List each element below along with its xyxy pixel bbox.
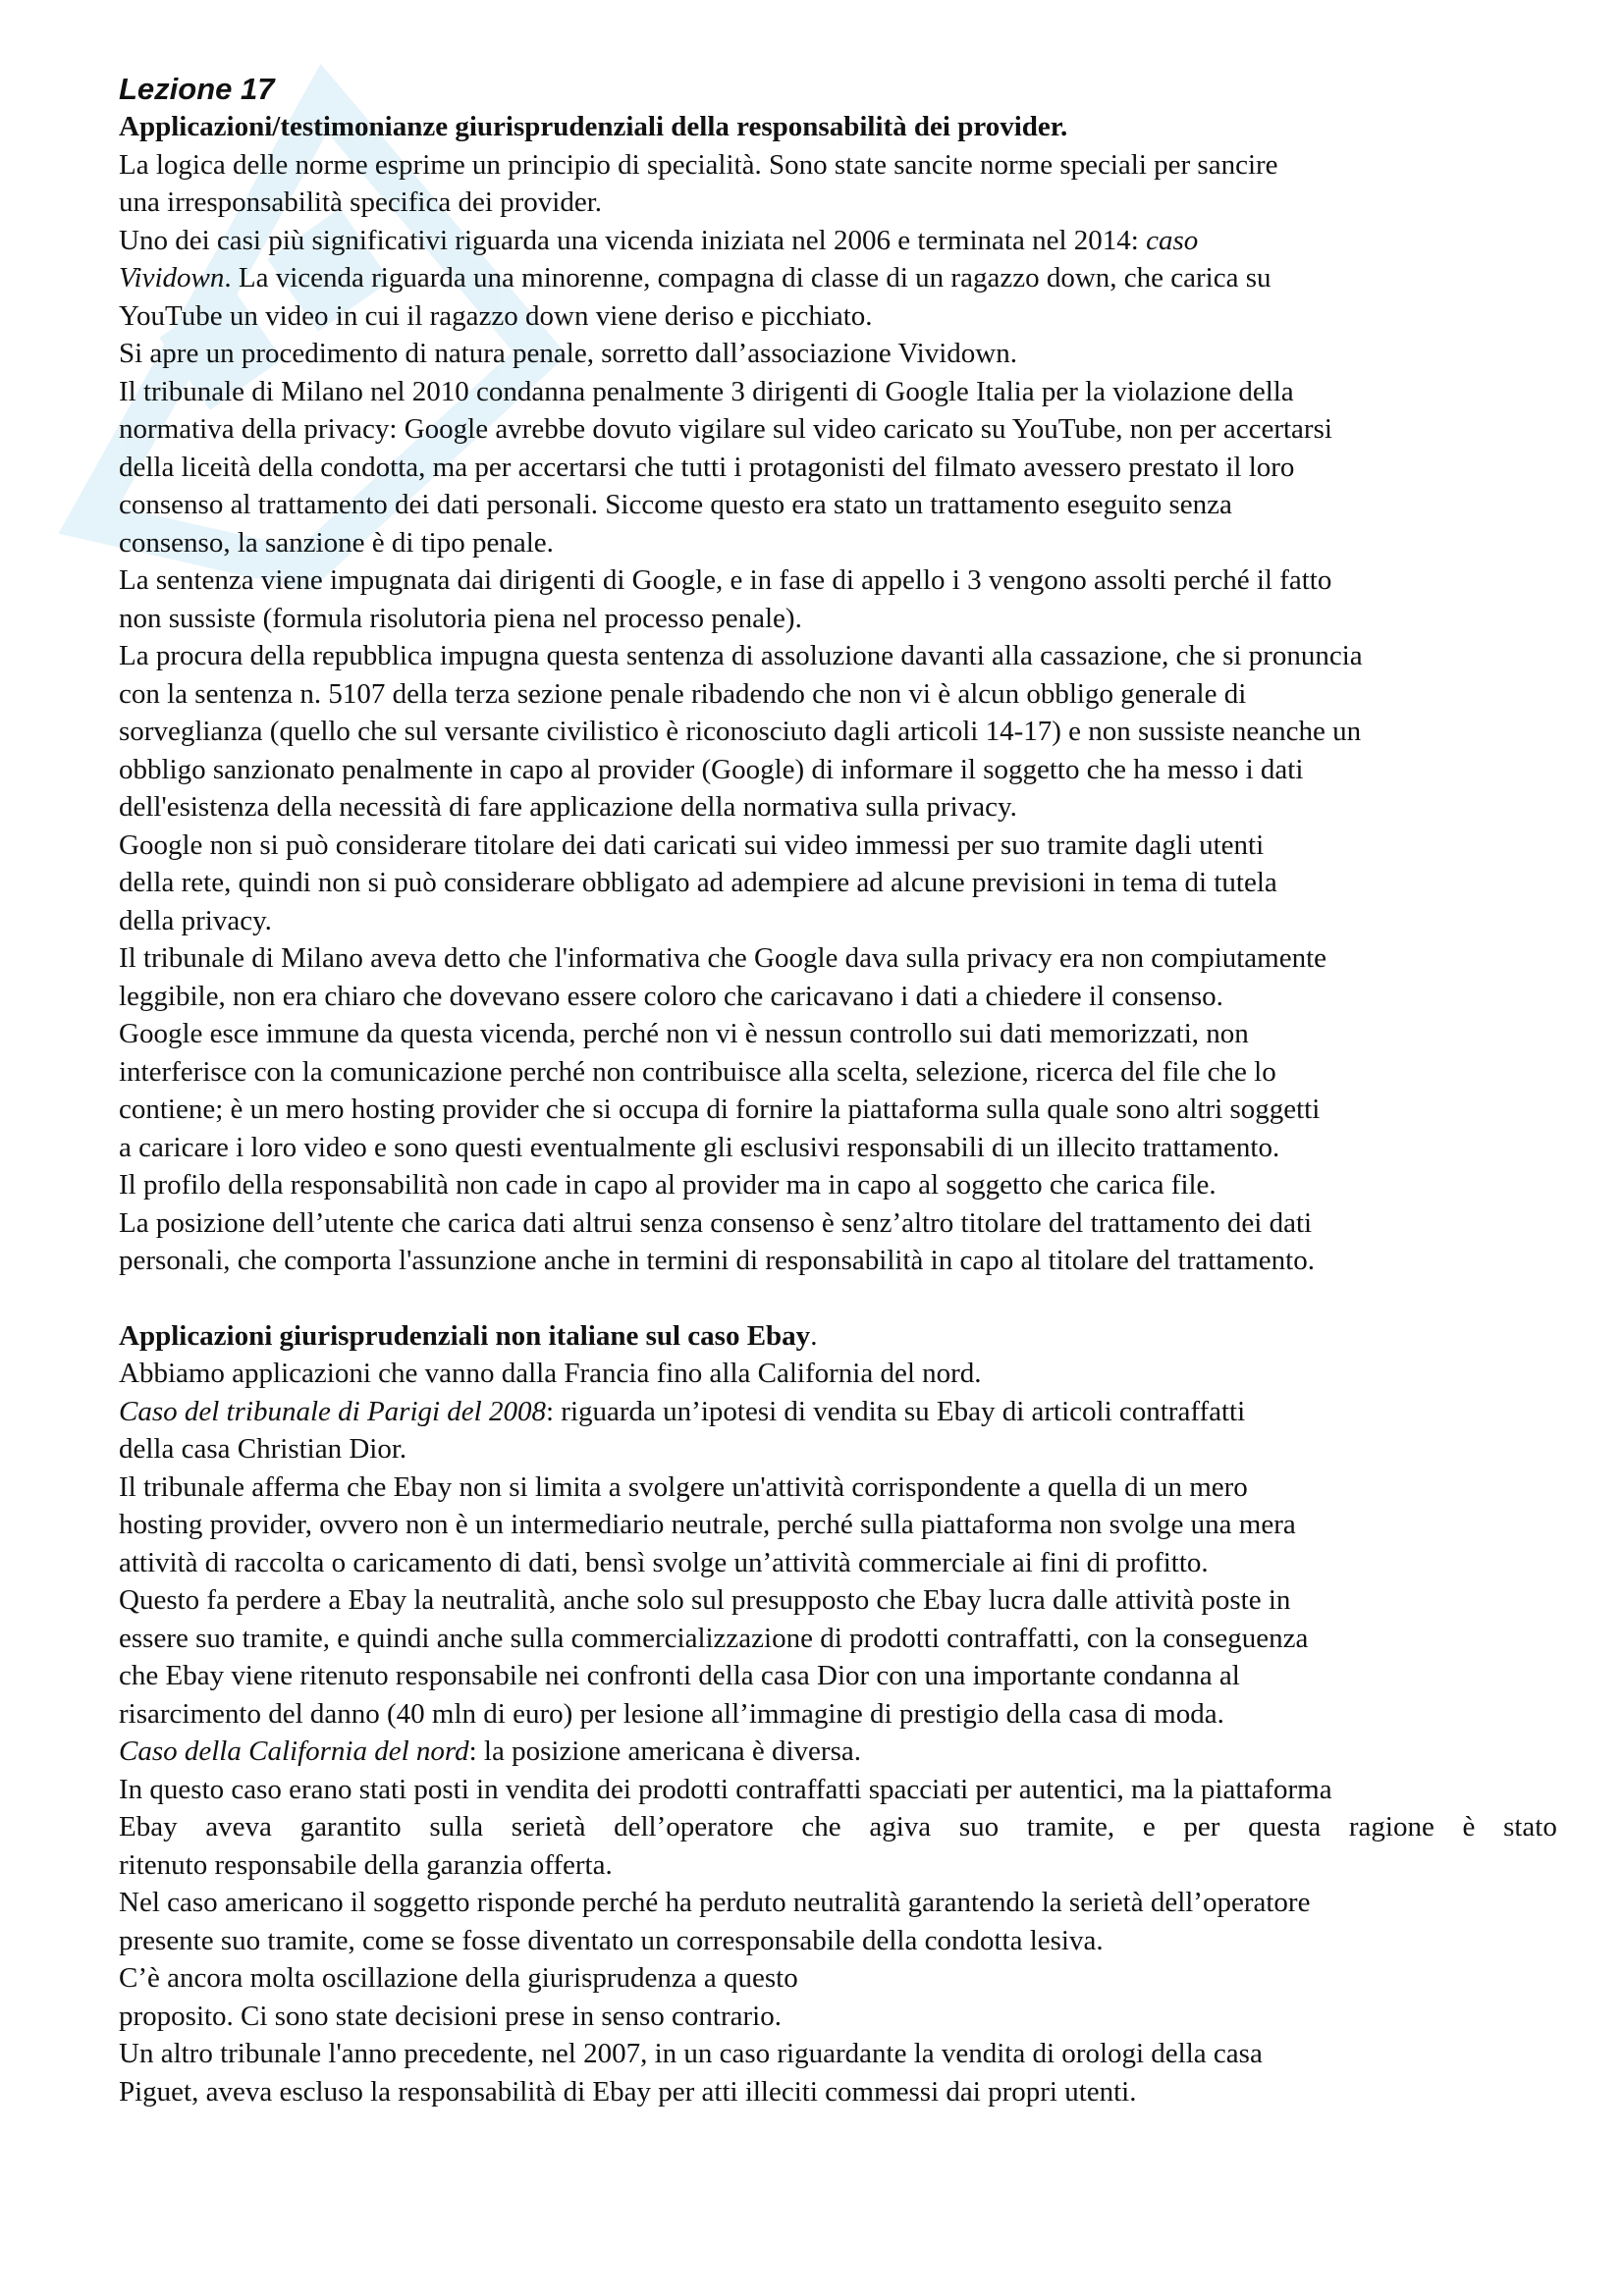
paragraph xyxy=(119,1015,1557,1166)
text-line: risarcimento del danno (40 mln di euro) per lesione all’immagine di prestigio della casa di moda. xyxy=(119,1697,1224,1730)
text-run: Uno dei casi più significativi riguarda una vicenda iniziata nel 2006 e terminata nel 2014: xyxy=(119,224,1147,256)
word: sulla xyxy=(429,1811,484,1842)
paragraph xyxy=(119,637,1557,827)
word: suo xyxy=(958,1811,1000,1842)
text-line: dell'esistenza della necessità di fare applicazione della normativa sulla privacy. xyxy=(119,791,1017,823)
paragraph xyxy=(119,1884,1557,1959)
paragraph xyxy=(119,373,1557,562)
paragraph xyxy=(119,1581,1557,1733)
text-line: Nel caso americano il soggetto risponde perché ha perduto neutralità garantendo la serietà dell’operatore xyxy=(119,1887,1311,1918)
text-line: hosting provider, ovvero non è un intermediario neutrale, perché sulla piattaforma non svolge una mera xyxy=(119,1509,1296,1540)
text-line: personali, che comporta l'assunzione anche in termini di responsabilità in capo al titolare del trattamento. xyxy=(119,1245,1315,1276)
text-line: Si apre un procedimento di natura penale, sorretto dall’associazione Vividown. xyxy=(119,338,1017,369)
text-line: presente suo tramite, come se fosse diventato un corresponsabile della condotta lesiva. xyxy=(119,1924,1104,1956)
text-line: della liceità della condotta, ma per accertarsi che tutti i protagonisti del filmato avessero prestato il loro xyxy=(119,451,1295,483)
text-line: Google esce immune da questa vicenda, perché non vi è nessun controllo sui dati memorizzati, non xyxy=(119,1018,1249,1049)
text-line xyxy=(119,1393,1557,1431)
paragraph xyxy=(119,222,1557,336)
text-line: Il tribunale di Milano aveva detto che l'informativa che Google dava sulla privacy era non compiutamente xyxy=(119,942,1327,974)
text-line: Abbiamo applicazioni che vanno dalla Francia fino alla California del nord. xyxy=(119,1358,982,1389)
text-line: obbligo sanzionato penalmente in capo al provider (Google) di informare il soggetto che ha messo i dati xyxy=(119,753,1304,785)
word: agiva xyxy=(869,1811,932,1842)
text-line: La sentenza viene impugnata dai dirigenti di Google, e in fase di appello i 3 vengono assolti perché il fatto xyxy=(119,564,1332,596)
paragraph xyxy=(119,1204,1557,1280)
text-line: La logica delle norme esprime un principio di specialità. Sono state sancite norme speciali per sancire xyxy=(119,148,1278,181)
text-line: C’è ancora molta oscillazione della giurisprudenza a questo xyxy=(119,1962,798,1994)
section-heading-ebay xyxy=(119,1317,1557,1356)
text-line: una irresponsabilità specifica dei provider. xyxy=(119,187,603,218)
word: è xyxy=(1462,1811,1476,1842)
word: e xyxy=(1142,1811,1156,1842)
word: che xyxy=(801,1811,841,1842)
word: tramite, xyxy=(1026,1811,1115,1842)
paragraph xyxy=(119,939,1557,1015)
text-line: attività di raccolta o caricamento di dati, bensì svolge un’attività commerciale ai fini di profitto. xyxy=(119,1546,1209,1578)
paragraph xyxy=(119,1959,1557,2035)
text-line xyxy=(119,1733,1557,1771)
word: garantito xyxy=(299,1811,402,1842)
text-line-justified xyxy=(119,1808,1557,1846)
lesson-title: Lezione 17 xyxy=(119,72,275,106)
text-run: : la posizione americana è diversa. xyxy=(468,1735,861,1767)
text-line: Questo fa perdere a Ebay la neutralità, anche solo sul presupposto che Ebay lucra dalle attività poste in xyxy=(119,1584,1291,1616)
text-run: : riguarda un’ipotesi di vendita su Ebay di articoli contraffatti xyxy=(546,1395,1246,1427)
text-line: essere suo tramite, e quindi anche sulla commercializzazione di prodotti contraffatti, con la conseguenza xyxy=(119,1622,1309,1654)
text-line: consenso al trattamento dei dati personali. Siccome questo era stato un trattamento eseguito senza xyxy=(119,489,1232,520)
text-line: contiene; è un mero hosting provider che si occupa di fornire la piattaforma sulla quale sono altri soggetti xyxy=(119,1094,1321,1125)
emphasis-text: Caso della California del nord xyxy=(119,1735,469,1767)
text-line: consenso, la sanzione è di tipo penale. xyxy=(119,526,554,559)
text-line: normativa della privacy: Google avrebbe dovuto vigilare sul video caricato su YouTube, non per accertarsi xyxy=(119,413,1332,445)
text-line: della casa Christian Dior. xyxy=(119,1433,407,1465)
heading-period: . xyxy=(810,1319,818,1352)
word: stato xyxy=(1503,1811,1557,1842)
emphasis-text: Vividown xyxy=(119,262,225,294)
section-heading-provider: Applicazioni/testimonianze giurisprudenziali della responsabilità dei provider. xyxy=(119,111,1068,142)
paragraph xyxy=(119,146,1557,222)
paragraph xyxy=(119,1355,1557,1393)
text-line: Piguet, aveva escluso la responsabilità di Ebay per atti illeciti commessi dai propri utenti. xyxy=(119,2075,1137,2108)
text-line: YouTube un video in cui il ragazzo down viene deriso e picchiato. xyxy=(119,299,873,332)
text-run: . La vicenda riguarda una minorenne, compagna di classe di un ragazzo down, che carica su xyxy=(224,262,1271,294)
text-line: Il tribunale afferma che Ebay non si limita a svolgere un'attività corrispondente a quella di un mero xyxy=(119,1470,1248,1503)
text-line xyxy=(119,222,1557,260)
text-line: La procura della repubblica impugna questa sentenza di assoluzione davanti alla cassazione, che si pronuncia xyxy=(119,640,1363,671)
text-line: Il tribunale di Milano nel 2010 condanna penalmente 3 dirigenti di Google Italia per la violazione della xyxy=(119,375,1294,407)
text-line: che Ebay viene ritenuto responsabile nei confronti della casa Dior con una importante condanna al xyxy=(119,1660,1240,1691)
emphasis-text: caso xyxy=(1146,224,1199,256)
paragraph xyxy=(119,1468,1557,1582)
text-line: Il profilo della responsabilità non cade in capo al provider ma in capo al soggetto che carica file. xyxy=(119,1169,1217,1201)
word: serietà xyxy=(511,1811,586,1842)
text-line: a caricare i loro video e sono questi eventualmente gli esclusivi responsabili di un illecito trattamento. xyxy=(119,1131,1280,1163)
word: ragione xyxy=(1348,1811,1434,1842)
paragraph xyxy=(119,335,1557,373)
paragraph xyxy=(119,827,1557,940)
emphasis-text: Caso del tribunale di Parigi del 2008 xyxy=(119,1395,546,1427)
text-line: con la sentenza n. 5107 della terza sezione penale ribadendo che non vi è alcun obbligo generale di xyxy=(119,677,1247,710)
text-line: Un altro tribunale l'anno precedente, nel 2007, in un caso riguardante la vendita di orologi della casa xyxy=(119,2038,1263,2069)
text-line: sorveglianza (quello che sul versante civilistico è riconosciuto dagli articoli 14-17) e non sussiste neanche un xyxy=(119,716,1362,747)
word: per xyxy=(1183,1811,1220,1842)
text-line: ritenuto responsabile della garanzia offerta. xyxy=(119,1848,613,1881)
paragraph xyxy=(119,1393,1557,1468)
paragraph xyxy=(119,2035,1557,2110)
text-line: In questo caso erano stati posti in vendita dei prodotti contraffatti spacciati per autentici, ma la piattaforma xyxy=(119,1773,1332,1805)
text-line: La posizione dell’utente che carica dati altrui senza consenso è senz’altro titolare del trattamento dei dati xyxy=(119,1206,1313,1239)
paragraph xyxy=(119,1771,1557,1885)
heading-text: Applicazioni giurisprudenziali non italiane sul caso Ebay xyxy=(119,1319,811,1352)
paragraph xyxy=(119,561,1557,637)
text-line: della privacy. xyxy=(119,904,272,936)
text-line: interferisce con la comunicazione perché non contribuisce alla scelta, selezione, ricerca del file che lo xyxy=(119,1055,1276,1088)
section-spacer xyxy=(119,1280,1557,1317)
word: questa xyxy=(1248,1811,1322,1842)
paragraph xyxy=(119,1733,1557,1771)
document-page xyxy=(119,71,1557,2110)
word: aveva xyxy=(205,1811,272,1842)
text-line: non sussiste (formula risolutoria piena nel processo penale). xyxy=(119,602,802,634)
text-line xyxy=(119,259,1557,297)
text-line: Google non si può considerare titolare dei dati caricati sui video immessi per suo tramite dagli utenti xyxy=(119,828,1265,861)
text-line: proposito. Ci sono state decisioni prese in senso contrario. xyxy=(119,2000,782,2032)
text-line: della rete, quindi non si può considerare obbligato ad adempiere ad alcune previsioni in tema di tutela xyxy=(119,867,1277,898)
paragraph xyxy=(119,1166,1557,1204)
word: Ebay xyxy=(119,1811,178,1842)
text-line: leggibile, non era chiaro che dovevano essere coloro che caricavano i dati a chiedere il consenso. xyxy=(119,980,1223,1012)
word: dell’operatore xyxy=(614,1811,774,1842)
